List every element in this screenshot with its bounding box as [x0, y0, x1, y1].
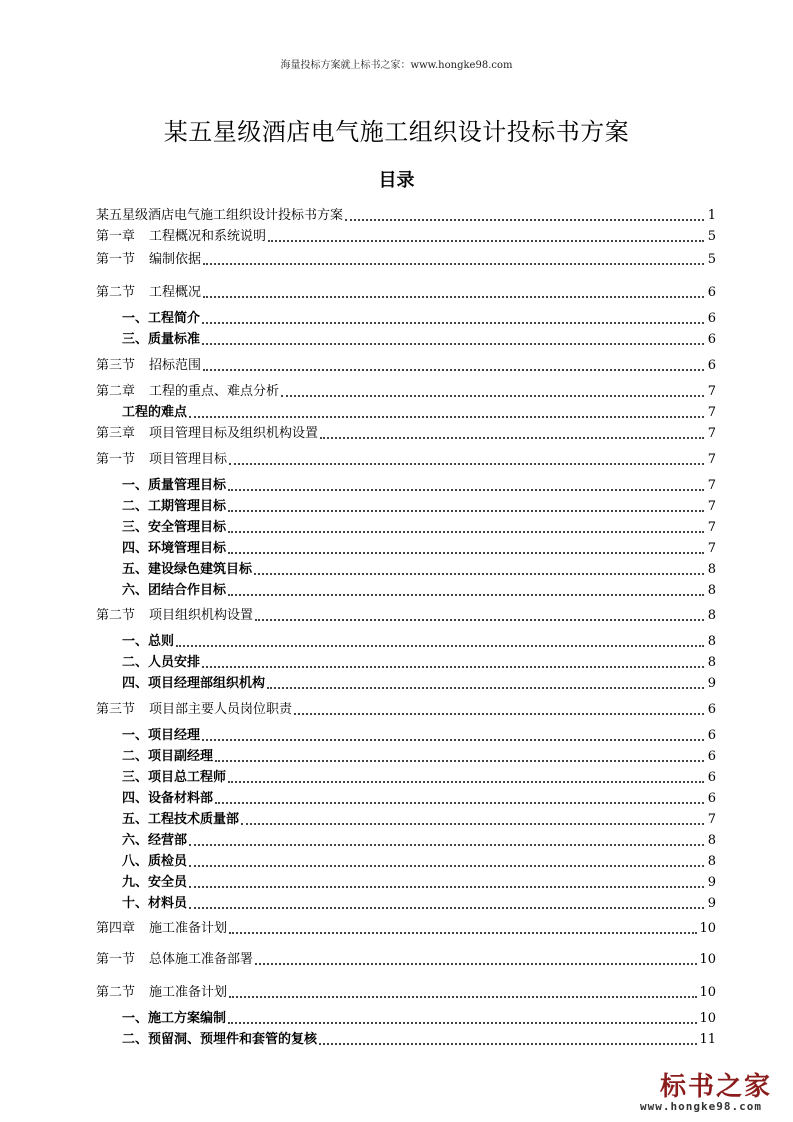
toc-entry[interactable] [96, 698, 716, 718]
toc-heading: 目录 [378, 170, 415, 191]
toc-entry-title: 招标范围 [149, 358, 202, 373]
toc-entry-title: 六、经营部 [122, 833, 188, 848]
toc-entry-page-number: 8 [707, 583, 716, 598]
toc-entry[interactable] [96, 380, 716, 400]
toc-entry-page-number: 6 [707, 728, 716, 743]
toc-entry-title: 项目组织机构设置 [149, 608, 254, 623]
toc-entry-page-number: 7 [707, 452, 716, 467]
page-header-site-text: 海量投标方案就上标书之家：www.hongke98.com [280, 60, 513, 71]
toc-entry-title: 五、工程技术质量部 [122, 812, 240, 827]
toc-entry[interactable] [122, 766, 716, 786]
toc-entry-page-number: 6 [707, 770, 716, 785]
toc-dot-leader [254, 572, 704, 575]
toc-entry[interactable] [122, 672, 716, 692]
toc-entry[interactable] [122, 871, 716, 891]
toc-entry-number: 第二节 [96, 285, 136, 300]
toc-entry-number: 第一章 [96, 229, 136, 244]
toc-entry-title: 一、施工方案编制 [122, 1011, 227, 1026]
toc-entry[interactable] [122, 787, 716, 807]
toc-entry[interactable] [96, 422, 716, 442]
toc-dot-leader [189, 906, 704, 909]
toc-entry-number: 第一节 [96, 252, 136, 267]
toc-entry[interactable] [122, 808, 716, 828]
toc-entry-page-number: 6 [707, 285, 716, 300]
toc-dot-leader [203, 262, 704, 265]
toc-entry-title: 九、安全员 [122, 875, 188, 890]
toc-entry[interactable] [122, 328, 716, 348]
toc-entry-title: 三、安全管理目标 [122, 520, 227, 535]
toc-entry[interactable] [122, 474, 716, 494]
toc-dot-leader [228, 488, 704, 491]
toc-entry-title: 工程的重点、难点分析 [149, 384, 280, 399]
toc-entry[interactable] [96, 248, 716, 268]
brand-logo-text: 标书之家 [660, 1072, 773, 1102]
toc-entry-title: 编制依据 [149, 252, 202, 267]
toc-entry[interactable] [122, 630, 716, 650]
toc-dot-leader [202, 342, 704, 345]
toc-entry-page-number: 8 [707, 608, 716, 623]
toc-entry[interactable] [122, 850, 716, 870]
toc-dot-leader [203, 295, 704, 298]
toc-entry-number: 第二章 [96, 384, 136, 399]
toc-entry[interactable] [122, 579, 716, 599]
toc-entry-page-number: 7 [707, 384, 716, 399]
toc-entry-title: 二、工期管理目标 [122, 499, 227, 514]
toc-entry[interactable] [96, 604, 716, 624]
toc-entry[interactable] [122, 724, 716, 744]
toc-dot-leader [229, 462, 704, 465]
toc-entry-page-number: 7 [707, 520, 716, 535]
toc-dot-leader [202, 321, 704, 324]
toc-entry[interactable] [122, 1028, 716, 1048]
toc-entry-page-number: 6 [707, 311, 716, 326]
toc-entry-page-number: 8 [707, 854, 716, 869]
toc-entry-title: 四、设备材料部 [122, 791, 214, 806]
toc-entry-page-number: 10 [699, 952, 716, 967]
toc-dot-leader [319, 1042, 697, 1045]
toc-entry-title: 项目管理目标 [149, 452, 228, 467]
toc-entry-title: 工程的难点 [122, 405, 188, 420]
toc-entry[interactable] [122, 516, 716, 536]
toc-entry-page-number: 7 [707, 541, 716, 556]
toc-dot-leader [228, 1021, 697, 1024]
toc-dot-leader [215, 801, 704, 804]
toc-entry-title: 一、质量管理目标 [122, 478, 227, 493]
toc-entry-page-number: 6 [707, 332, 716, 347]
toc-dot-leader [345, 218, 704, 221]
watermark-logo [640, 1066, 790, 1116]
toc-entry-title: 三、质量标准 [122, 332, 201, 347]
toc-entry-page-number: 1 [707, 208, 716, 223]
toc-dot-leader [228, 780, 704, 783]
toc-dot-leader [203, 368, 704, 371]
toc-entry-title: 十、材料员 [122, 896, 188, 911]
toc-entry[interactable] [122, 745, 716, 765]
document-title: 某五星级酒店电气施工组织设计投标书方案 [163, 118, 630, 146]
toc-entry-title: 三、项目总工程师 [122, 770, 227, 785]
toc-entry-page-number: 6 [707, 749, 716, 764]
toc-dot-leader [255, 962, 697, 965]
toc-entry-title: 四、环境管理目标 [122, 541, 227, 556]
toc-dot-leader [281, 394, 704, 397]
toc-entry[interactable] [122, 829, 716, 849]
toc-dot-leader [228, 530, 704, 533]
toc-entry-page-number: 8 [707, 634, 716, 649]
toc-entry-title: 某五星级酒店电气施工组织设计投标书方案 [96, 208, 344, 223]
toc-entry-title: 四、项目经理部组织机构 [122, 676, 266, 691]
toc-dot-leader [241, 822, 704, 825]
toc-entry-title: 二、预留洞、预埋件和套管的复核 [122, 1032, 318, 1047]
toc-entry-page-number: 11 [699, 1032, 716, 1047]
toc-dot-leader [228, 551, 704, 554]
toc-entry-page-number: 6 [707, 358, 716, 373]
toc-entry[interactable] [96, 981, 716, 1001]
toc-dot-leader [320, 436, 704, 439]
toc-entry[interactable] [122, 1007, 716, 1027]
toc-entry-title: 工程概况和系统说明 [149, 229, 267, 244]
toc-entry-page-number: 5 [707, 252, 716, 267]
toc-entry-title: 一、总则 [122, 634, 175, 649]
toc-dot-leader [267, 686, 704, 689]
toc-entry-number: 第二节 [96, 608, 136, 623]
toc-dot-leader [255, 618, 704, 621]
toc-dot-leader [189, 843, 704, 846]
toc-entry-title: 工程概况 [149, 285, 202, 300]
toc-entry-title: 项目管理目标及组织机构设置 [149, 426, 319, 441]
toc-entry-page-number: 8 [707, 833, 716, 848]
toc-entry-page-number: 9 [707, 896, 716, 911]
toc-entry-page-number: 8 [707, 562, 716, 577]
toc-entry[interactable] [96, 448, 716, 468]
toc-entry-page-number: 10 [699, 921, 716, 936]
toc-entry-page-number: 10 [699, 1011, 716, 1026]
toc-dot-leader [176, 644, 704, 647]
toc-entry-number: 第一节 [96, 952, 136, 967]
toc-entry[interactable] [122, 651, 716, 671]
toc-entry[interactable] [122, 537, 716, 557]
toc-entry-page-number: 7 [707, 426, 716, 441]
toc-entry[interactable] [122, 892, 716, 912]
toc-dot-leader [229, 931, 697, 934]
toc-entry[interactable] [122, 495, 716, 515]
toc-entry-title: 施工准备计划 [149, 985, 228, 1000]
toc-entry-title: 八、质检员 [122, 854, 188, 869]
toc-entry-number: 第四章 [96, 921, 136, 936]
toc-dot-leader [189, 415, 704, 418]
toc-entry-page-number: 7 [707, 405, 716, 420]
toc-entry-number: 第三章 [96, 426, 136, 441]
toc-entry[interactable] [96, 225, 716, 245]
toc-entry[interactable] [96, 917, 716, 937]
toc-entry-page-number: 7 [707, 499, 716, 514]
toc-entry[interactable] [122, 307, 716, 327]
toc-entry[interactable] [96, 204, 716, 224]
toc-entry-number: 第二节 [96, 985, 136, 1000]
toc-entry[interactable] [96, 354, 716, 374]
toc-entry-title: 二、项目副经理 [122, 749, 214, 764]
toc-entry-page-number: 5 [707, 229, 716, 244]
toc-entry[interactable] [122, 558, 716, 578]
toc-entry-number: 第三节 [96, 702, 136, 717]
toc-dot-leader [268, 239, 704, 242]
toc-entry[interactable] [122, 401, 716, 421]
toc-entry-title: 二、人员安排 [122, 655, 201, 670]
toc-entry-page-number: 9 [707, 676, 716, 691]
toc-entry[interactable] [96, 281, 716, 301]
toc-entry-number: 第一节 [96, 452, 136, 467]
toc-entry-title: 总体施工准备部署 [149, 952, 254, 967]
toc-dot-leader [228, 509, 704, 512]
toc-dot-leader [189, 885, 704, 888]
toc-entry-page-number: 7 [707, 478, 716, 493]
toc-entry-page-number: 6 [707, 791, 716, 806]
toc-entry-page-number: 8 [707, 655, 716, 670]
toc-entry-page-number: 7 [707, 812, 716, 827]
toc-dot-leader [229, 995, 697, 998]
toc-entry-title: 一、项目经理 [122, 728, 201, 743]
toc-dot-leader [215, 759, 704, 762]
toc-entry-page-number: 6 [707, 702, 716, 717]
brand-logo-url: www.hongke98.com [640, 1100, 762, 1113]
toc-entry-page-number: 9 [707, 875, 716, 890]
toc-dot-leader [202, 738, 704, 741]
toc-entry-title: 六、团结合作目标 [122, 583, 227, 598]
toc-dot-leader [189, 864, 704, 867]
toc-entry-title: 五、建设绿色建筑目标 [122, 562, 253, 577]
toc-dot-leader [228, 593, 704, 596]
toc-entry-title: 一、工程简介 [122, 311, 201, 326]
toc-entry-title: 项目部主要人员岗位职责 [149, 702, 293, 717]
toc-entry[interactable] [96, 948, 716, 968]
toc-dot-leader [294, 712, 704, 715]
toc-entry-title: 施工准备计划 [149, 921, 228, 936]
toc-dot-leader [202, 665, 704, 668]
toc-entry-number: 第三节 [96, 358, 136, 373]
toc-entry-page-number: 10 [699, 985, 716, 1000]
